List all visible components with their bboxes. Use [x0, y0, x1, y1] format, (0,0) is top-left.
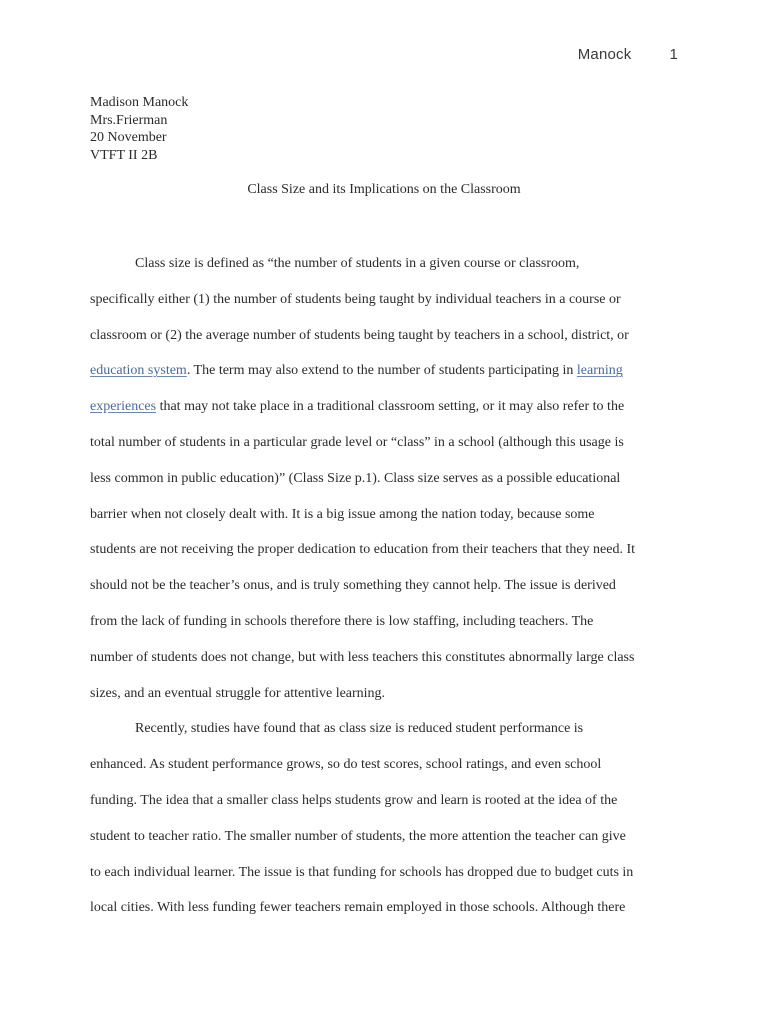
- body-line: [90, 389, 678, 425]
- essay-date: 20 November: [90, 130, 167, 145]
- course-name: VTFT II 2B: [90, 147, 158, 163]
- essay-body: [90, 246, 678, 926]
- body-line: enhanced. As student performance grows, so do test scores, school ratings, and even school: [90, 757, 602, 773]
- body-line: classroom or (2) the average number of students being taught by teachers in a school, district, or: [90, 327, 629, 343]
- body-line-text: . The term may also extend to the number of students participating in: [186, 363, 577, 379]
- header-author-surname: Manock: [577, 46, 632, 63]
- page-number: 1: [669, 46, 678, 63]
- body-line: to each individual learner. The issue is that funding for schools has dropped due to budget cuts in: [90, 864, 634, 880]
- running-header: [578, 46, 678, 63]
- student-name: Madison Manock: [90, 95, 189, 110]
- body-line: local cities. With less funding fewer teachers remain employed in those schools. Although there: [90, 900, 626, 916]
- essay-title: Class Size and its Implications on the Classroom: [247, 182, 521, 197]
- body-line: [90, 353, 678, 389]
- body-line: total number of students in a particular grade level or “class” in a school (although this usage is: [90, 434, 624, 450]
- learning-experiences-link[interactable]: learning: [576, 363, 623, 379]
- body-line: Recently, studies have found that as class size is reduced student performance is: [135, 721, 584, 737]
- body-line: barrier when not closely dealt with. It is a big issue among the nation today, because some: [90, 506, 595, 522]
- body-line: less common in public education)” (Class Size p.1). Class size serves as a possible educational: [90, 470, 621, 486]
- body-line: student to teacher ratio. The smaller number of students, the more attention the teacher can give: [90, 828, 626, 844]
- body-line: from the lack of funding in schools therefore there is low staffing, including teachers. The: [90, 613, 594, 629]
- body-line: Class size is defined as “the number of students in a given course or classroom,: [135, 256, 580, 271]
- body-line: sizes, and an eventual struggle for attentive learning.: [90, 685, 386, 701]
- learning-experiences-link-continued[interactable]: experiences: [90, 399, 157, 415]
- mla-heading: [90, 94, 188, 164]
- body-line: should not be the teacher’s onus, and is truly something they cannot help. The issue is derived: [90, 578, 616, 594]
- body-line: funding. The idea that a smaller class helps students grow and learn is rooted at the idea of the: [90, 792, 618, 808]
- body-line-text: that may not take place in a traditional classroom setting, or it may also refer to the: [156, 399, 625, 415]
- education-system-link[interactable]: education system: [90, 363, 187, 379]
- body-line: students are not receiving the proper dedication to education from their teachers that they need. It: [90, 542, 636, 558]
- body-line: specifically either (1) the number of students being taught by individual teachers in a course or: [90, 291, 621, 307]
- teacher-name: Mrs.Frierman: [90, 112, 168, 128]
- body-line: number of students does not change, but with less teachers this constitutes abnormally large class: [90, 649, 635, 665]
